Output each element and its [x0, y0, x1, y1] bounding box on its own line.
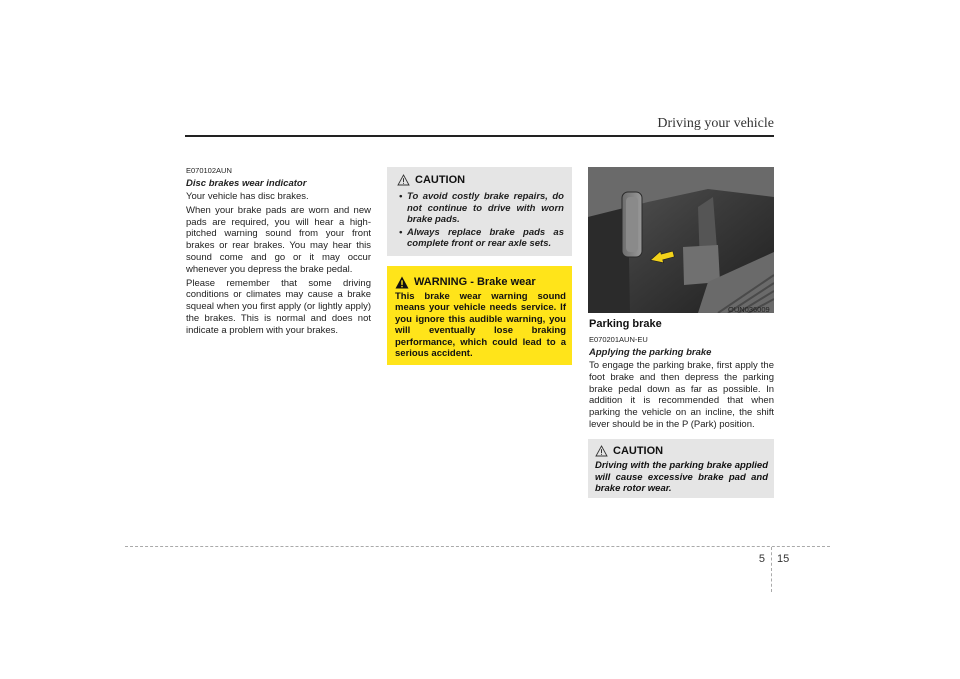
- caution-title: CAUTION: [613, 445, 664, 457]
- warning-title: WARNING - Brake wear: [414, 276, 536, 288]
- parking-brake-pedal-photo: [588, 167, 774, 313]
- section-title: Driving your vehicle: [657, 116, 774, 131]
- section-code: E070102AUN: [186, 166, 232, 175]
- parking-brake-section: [589, 318, 774, 431]
- warning-subject: Brake wear: [476, 276, 536, 288]
- page-number-separator: [771, 547, 772, 592]
- paragraph: When your brake pads are worn and new pads are required, you will hear a high-pitched warning sound from your front brakes or rear brakes. You may hear this sound come and go or it may occur whenever you depress the brake pedal.: [186, 204, 371, 275]
- disc-brake-section: [186, 166, 371, 339]
- page-number: 15: [777, 553, 790, 565]
- caution-text: Driving with the parking brake applied will cause excessive brake pad and brake rotor wear.: [595, 460, 768, 494]
- caution-item: • To avoid costly brake repairs, do not continue to drive with worn brake pads.: [399, 191, 564, 225]
- caution-item: • Always replace brake pads as complete front or rear axle sets.: [399, 226, 564, 249]
- figure-code: OUN036009: [728, 305, 770, 314]
- footer-rule: [125, 546, 830, 547]
- subheading: Disc brakes wear indicator: [186, 178, 307, 189]
- warning-box: [387, 266, 572, 365]
- header-rule: [185, 135, 774, 137]
- subheading: Applying the parking brake: [589, 347, 712, 358]
- warning-text: This brake wear warning sound means your vehicle needs service. If you ignore this audible warning, you will eventually lose braking performance, which could lead to a serious accident.: [395, 291, 566, 360]
- chapter-number: 5: [758, 553, 765, 565]
- caution-box: [387, 167, 572, 256]
- caution-box: [588, 439, 774, 498]
- caution-title: CAUTION: [415, 174, 466, 186]
- caution-triangle-icon: [397, 174, 410, 186]
- paragraph: Your vehicle has disc brakes.: [186, 191, 309, 202]
- section-code: E070201AUN-EU: [589, 335, 648, 344]
- warning-triangle-icon: [395, 276, 409, 289]
- paragraph: To engage the parking brake, first apply the foot brake and then depress the parking brake pedal down as far as possible. In addition it is recommended that when parking the vehicle on an incline, the shift lever should be in the P (Park) position.: [589, 360, 774, 430]
- caution-triangle-icon: [595, 445, 608, 457]
- paragraph: Please remember that some driving conditions or climates may cause a brake squeal when you first apply (or lightly apply) the brakes. This is normal and does not indicate a problem with your brakes.: [186, 277, 371, 336]
- section-heading: Parking brake: [589, 318, 662, 330]
